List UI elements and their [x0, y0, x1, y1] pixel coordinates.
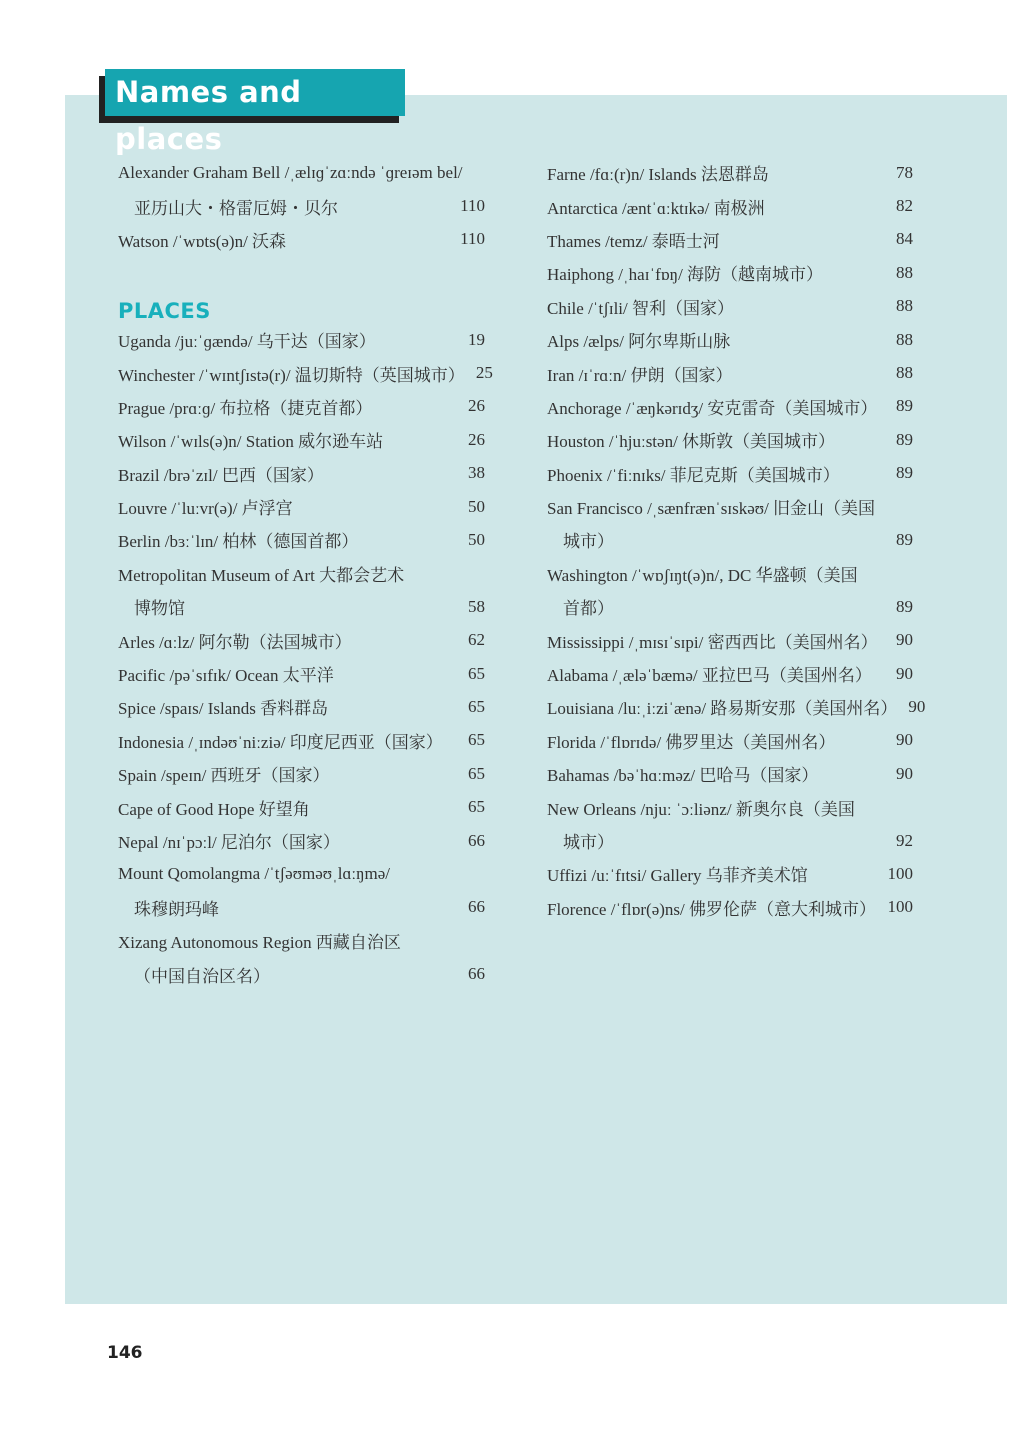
entry-page: 110	[460, 196, 485, 216]
entry-page: 26	[468, 429, 485, 449]
entry-text: Chile /ˈtʃɪli/ 智利（国家）	[547, 298, 734, 318]
entry-page: 88	[896, 329, 913, 349]
entry-page: 38	[468, 463, 485, 483]
entry-text: Thames /temz/ 泰晤士河	[547, 231, 720, 251]
entry-page: 90	[908, 696, 926, 716]
entry-text: Indonesia /ˌɪndəʊˈniːziə/ 印度尼西亚（国家）	[118, 732, 443, 752]
index-entry	[118, 757, 485, 790]
index-entry	[547, 590, 913, 623]
index-entry	[547, 423, 913, 456]
index-entry	[118, 390, 485, 423]
entry-text: Berlin /bɜːˈlɪn/ 柏林（德国首都）	[118, 532, 359, 552]
entry-text: Florence /ˈflɒr(ə)ns/ 佛罗伦萨（意大利城市）	[547, 899, 877, 919]
index-entry	[547, 256, 913, 289]
places-list-right	[547, 156, 926, 924]
index-entry	[547, 657, 913, 690]
entry-page: 88	[896, 296, 913, 316]
entry-page: 62	[468, 630, 485, 650]
index-entry	[547, 323, 913, 356]
entry-text: Cape of Good Hope 好望角	[118, 799, 310, 819]
index-entry	[118, 790, 485, 823]
entry-text: Uffizi /uːˈfɪtsi/ Gallery 乌菲齐美术馆	[547, 866, 808, 886]
entry-page: 89	[896, 396, 913, 416]
entry-page: 65	[468, 763, 485, 783]
entry-text: New Orleans /njuː ˈɔːliənz/ 新奥尔良（美国	[547, 799, 855, 819]
entry-page: 90	[896, 730, 913, 750]
entry-text: Louvre /ˈluːvr(ə)/ 卢浮宫	[118, 499, 293, 519]
entry-page: 89	[896, 529, 913, 549]
index-entry	[118, 156, 485, 189]
entry-page: 100	[887, 863, 913, 883]
entry-page: 50	[468, 529, 485, 549]
index-entry	[118, 590, 485, 623]
entry-text: Haiphong /ˌhaɪˈfɒŋ/ 海防（越南城市）	[547, 265, 824, 285]
index-entry	[118, 323, 485, 356]
entry-page: 25	[475, 363, 493, 383]
index-entry	[547, 857, 913, 890]
entry-page: 65	[468, 730, 485, 750]
entry-text: Metropolitan Museum of Art 大都会艺术	[118, 565, 405, 585]
entry-text: Xizang Autonomous Region 西藏自治区	[118, 933, 401, 953]
entry-text: Phoenix /ˈfiːnɪks/ 菲尼克斯（美国城市）	[547, 465, 840, 485]
index-entry	[118, 657, 485, 690]
entry-page: 78	[896, 162, 913, 182]
index-entry	[547, 724, 913, 757]
entry-text: Watson /ˈwɒts(ə)n/ 沃森	[118, 231, 287, 251]
entry-page: 89	[896, 429, 913, 449]
index-entry	[118, 623, 485, 656]
entry-text: Pacific /pəˈsɪfɪk/ Ocean 太平洋	[118, 666, 334, 686]
entry-page: 65	[468, 663, 485, 683]
entry-text: 博物馆	[134, 599, 185, 619]
index-entry	[547, 690, 926, 723]
entry-text: Nepal /nɪˈpɔːl/ 尼泊尔（国家）	[118, 833, 340, 852]
entry-text: （中国自治区名）	[134, 966, 270, 986]
entry-page: 92	[896, 830, 913, 850]
index-entry	[547, 824, 913, 857]
left-column	[118, 156, 493, 991]
entry-page: 26	[468, 396, 485, 416]
index-entry	[118, 891, 485, 924]
index-entry	[547, 290, 913, 323]
entry-text: Iran /ɪˈrɑːn/ 伊朗（国家）	[547, 365, 733, 385]
entry-page: 66	[468, 897, 485, 917]
index-entry	[118, 957, 485, 990]
names-list	[118, 156, 485, 256]
entry-text: Spice /spaɪs/ Islands 香料群岛	[118, 699, 329, 719]
index-entry	[547, 189, 913, 222]
index-entry	[547, 623, 913, 656]
entry-text: Louisiana /luːˌiːziˈænə/ 路易斯安那（美国州名）	[547, 699, 898, 719]
entry-text: Uganda /juːˈɡændə/ 乌干达（国家）	[118, 332, 376, 352]
index-entry	[547, 490, 913, 523]
index-entry	[118, 824, 485, 857]
index-entry	[118, 223, 485, 256]
entry-text: Alexander Graham Bell /ˌælɪɡˈzɑːndə ˈɡreɪəm bel/	[118, 162, 463, 182]
page-number: 146	[107, 1343, 143, 1363]
entry-page: 88	[896, 262, 913, 282]
entry-page: 82	[896, 196, 913, 216]
entry-text: Bahamas /bəˈhɑːməz/ 巴哈马（国家）	[547, 766, 819, 786]
entry-text: Houston /ˈhjuːstən/ 休斯敦（美国城市）	[547, 432, 836, 452]
index-entry	[118, 423, 485, 456]
entry-page: 19	[468, 329, 485, 349]
index-entry	[547, 757, 913, 790]
entry-page: 90	[896, 763, 913, 783]
index-entry	[547, 891, 913, 924]
entry-text: Alabama /ˌæləˈbæmə/ 亚拉巴马（美国州名）	[547, 666, 872, 686]
index-entry	[547, 390, 913, 423]
section-spacer	[118, 256, 485, 289]
entry-text: Winchester /ˈwɪntʃɪstə(r)/ 温切斯特（英国城市）	[118, 365, 465, 385]
entry-text: Antarctica /æntˈɑːktɪkə/ 南极洲	[547, 198, 765, 218]
entry-text: 珠穆朗玛峰	[134, 899, 219, 919]
index-entry	[547, 223, 913, 256]
entry-text: Mississippi /ˌmɪsɪˈsɪpi/ 密西西比（美国州名）	[547, 632, 878, 652]
entry-page: 89	[896, 596, 913, 616]
index-entry	[118, 857, 485, 890]
index-entry	[118, 690, 485, 723]
index-entry	[118, 523, 485, 556]
entry-text: Brazil /brəˈzɪl/ 巴西（国家）	[118, 465, 324, 485]
index-entry	[118, 724, 485, 757]
entry-text: Prague /prɑːɡ/ 布拉格（捷克首都）	[118, 398, 373, 418]
index-entry	[118, 490, 485, 523]
index-entry	[118, 457, 485, 490]
entry-page: 110	[460, 229, 485, 249]
entry-page: 65	[468, 797, 485, 817]
section-title-banner	[99, 69, 405, 156]
places-list-left	[118, 323, 493, 991]
entry-page: 50	[468, 496, 485, 516]
entry-page: 90	[896, 630, 913, 650]
entry-page: 58	[468, 596, 485, 616]
entry-page: 90	[896, 663, 913, 683]
entry-text: San Francisco /ˌsænfrænˈsɪskəʊ/ 旧金山（美国	[547, 499, 876, 519]
entry-page: 89	[896, 463, 913, 483]
entry-text: 亚历山大・格雷厄姆・贝尔	[134, 198, 338, 218]
index-entry	[118, 356, 493, 389]
entry-page: 88	[896, 363, 913, 383]
entry-text: Anchorage /ˈæŋkərɪdʒ/ 安克雷奇（美国城市）	[547, 398, 878, 418]
index-entry	[547, 457, 913, 490]
entry-page: 84	[896, 229, 913, 249]
entry-page: 66	[468, 964, 485, 984]
entry-text: 首都）	[563, 599, 614, 619]
index-entry	[118, 557, 485, 590]
index-entry	[547, 356, 913, 389]
entry-page: 65	[468, 696, 485, 716]
entry-text: 城市）	[563, 833, 614, 852]
entry-text: Arles /ɑːlz/ 阿尔勒（法国城市）	[118, 632, 352, 652]
entry-text: 城市）	[563, 532, 614, 552]
entry-text: Spain /speɪn/ 西班牙（国家）	[118, 766, 330, 786]
index-entry	[547, 523, 913, 556]
entry-text: Alps /ælps/ 阿尔卑斯山脉	[547, 332, 731, 352]
index-entry	[118, 189, 485, 222]
entry-text: Wilson /ˈwɪls(ə)n/ Station 威尔逊车站	[118, 432, 384, 452]
entry-page: 100	[887, 897, 913, 917]
right-column	[547, 156, 926, 924]
entry-text: Farne /fɑː(r)n/ Islands 法恩群岛	[547, 165, 769, 185]
entry-text: Florida /ˈflɒrɪdə/ 佛罗里达（美国州名）	[547, 732, 836, 752]
index-entry	[118, 924, 485, 957]
page-title: Names and places	[105, 69, 405, 116]
index-entry	[547, 790, 913, 823]
index-entry	[547, 557, 913, 590]
entry-page: 66	[468, 830, 485, 850]
entry-text: Mount Qomolangma /ˈtʃəʊməʊˌlɑːŋmə/	[118, 863, 391, 883]
entry-text: Washington /ˈwɒʃɪŋt(ə)n/, DC 华盛顿（美国	[547, 565, 858, 585]
places-heading: PLACES	[118, 298, 211, 323]
index-entry	[547, 156, 913, 189]
